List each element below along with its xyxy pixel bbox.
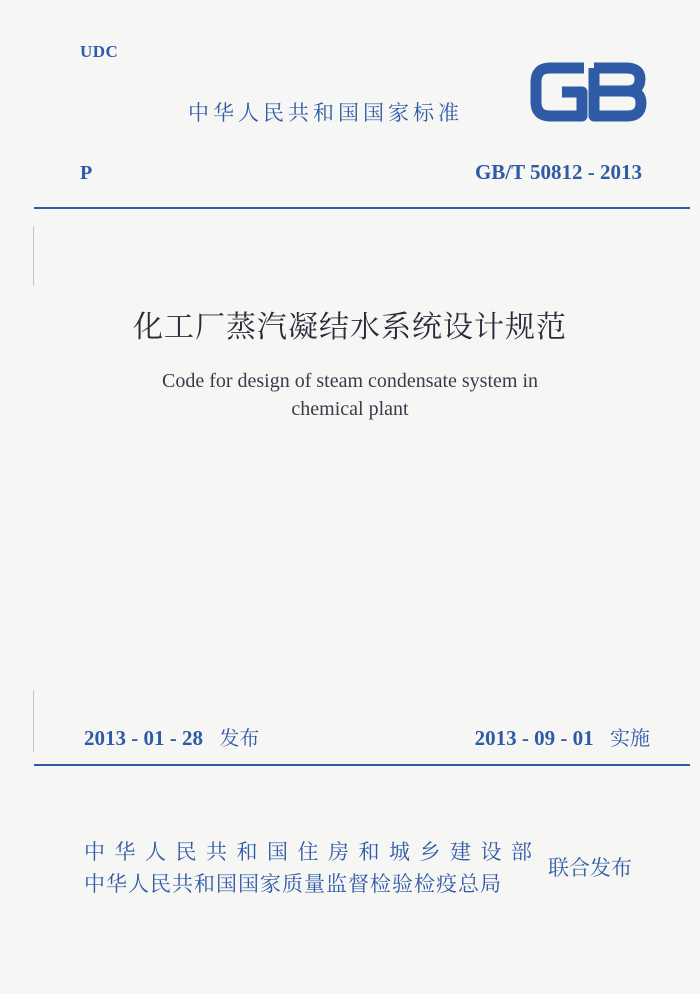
implement-date: 2013 - 09 - 01 [474, 726, 594, 750]
classification-code: P [80, 162, 93, 184]
issuer-ministry-housing: 中华人民共和国住房和城乡建设部 [84, 840, 542, 864]
standard-number: GB/T 50812 - 2013 [474, 160, 642, 184]
issue-date: 2013 - 01 - 28 [84, 726, 203, 750]
english-title [0, 367, 700, 423]
implement-label: 实施 [610, 726, 650, 750]
issuer-aqsiq: 中华人民共和国国家质量监督检验检疫总局 [84, 872, 502, 896]
implement-date-block [475, 722, 650, 751]
udc-label: UDC [80, 42, 119, 61]
top-divider [34, 207, 690, 209]
bottom-divider [34, 764, 690, 766]
joint-issue-label: 联合发布 [548, 856, 632, 880]
left-edge-mark-lower [33, 690, 34, 752]
english-title-line-2: chemical plant [291, 398, 409, 420]
english-title-line-1: Code for design of steam condensate system in [161, 370, 539, 392]
national-standard-title: 中华人民共和国国家标准 [188, 101, 463, 125]
issue-date-block [84, 722, 259, 751]
chinese-title: 化工厂蒸汽凝结水系统设计规范 [133, 310, 567, 345]
left-edge-mark [33, 226, 34, 286]
issue-label: 发布 [219, 726, 260, 750]
gb-logo-icon [528, 58, 648, 126]
